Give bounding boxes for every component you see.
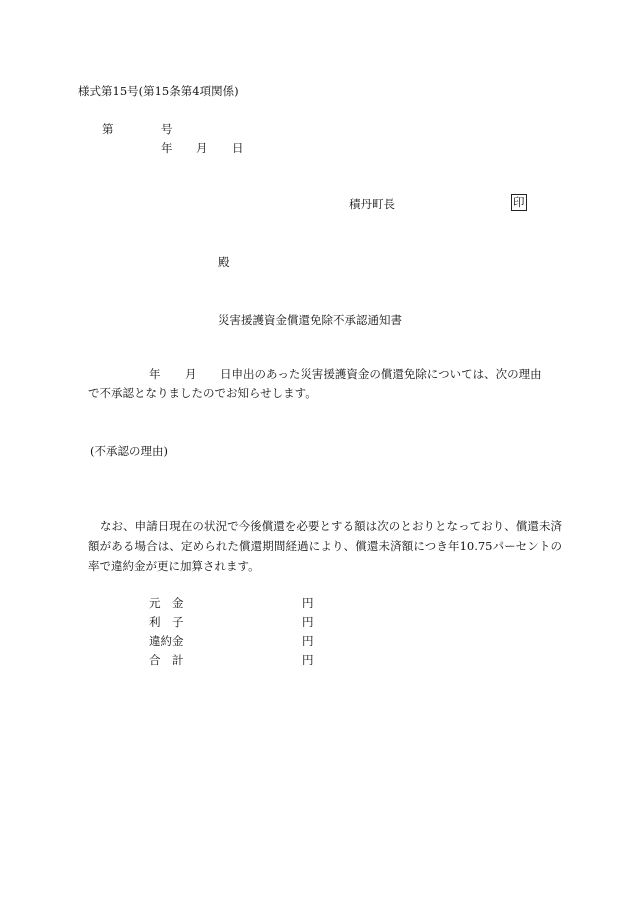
form-number: 様式第15号(第15条第4項関係) — [78, 84, 239, 98]
issuer-title: 積丹町長 — [349, 197, 395, 211]
date-year: 年 — [161, 141, 173, 155]
document-title: 災害援護資金償還免除不承認通知書 — [218, 313, 402, 327]
intro-year: 年 — [149, 367, 161, 381]
amount-label: 元 金 — [149, 596, 184, 610]
seal-box — [511, 194, 527, 211]
seal-label: 印 — [513, 195, 525, 209]
date-month: 月 — [196, 141, 208, 155]
amount-unit: 円 — [302, 615, 314, 629]
amount-unit: 円 — [302, 634, 314, 648]
document-number-suffix: 号 — [161, 122, 173, 136]
reason-heading: (不承認の理由) — [90, 444, 168, 458]
intro-month: 月 — [185, 367, 197, 381]
date-day: 日 — [232, 141, 244, 155]
amount-unit: 円 — [302, 596, 314, 610]
amount-unit: 円 — [302, 653, 314, 667]
intro-text-line2: で不承認となりましたのでお知らせします。 — [88, 386, 317, 400]
intro-text-line1: 日申出のあった災害援護資金の償還免除については、次の理由 — [220, 367, 542, 381]
amount-label: 合 計 — [149, 653, 184, 667]
document-number-prefix: 第 — [102, 122, 114, 136]
notice-paragraph: なお、申請日現在の状況で今後償還を必要とする額は次のとおりとなっており、償還未済額がある場合は、定められた償還期間経過により、償還未済額につき年10.75パーセントの率で違約金が更に加算されます。 — [88, 519, 562, 573]
amount-label: 違約金 — [149, 634, 184, 648]
addressee-honorific: 殿 — [218, 255, 230, 269]
amount-label: 利 子 — [149, 615, 184, 629]
